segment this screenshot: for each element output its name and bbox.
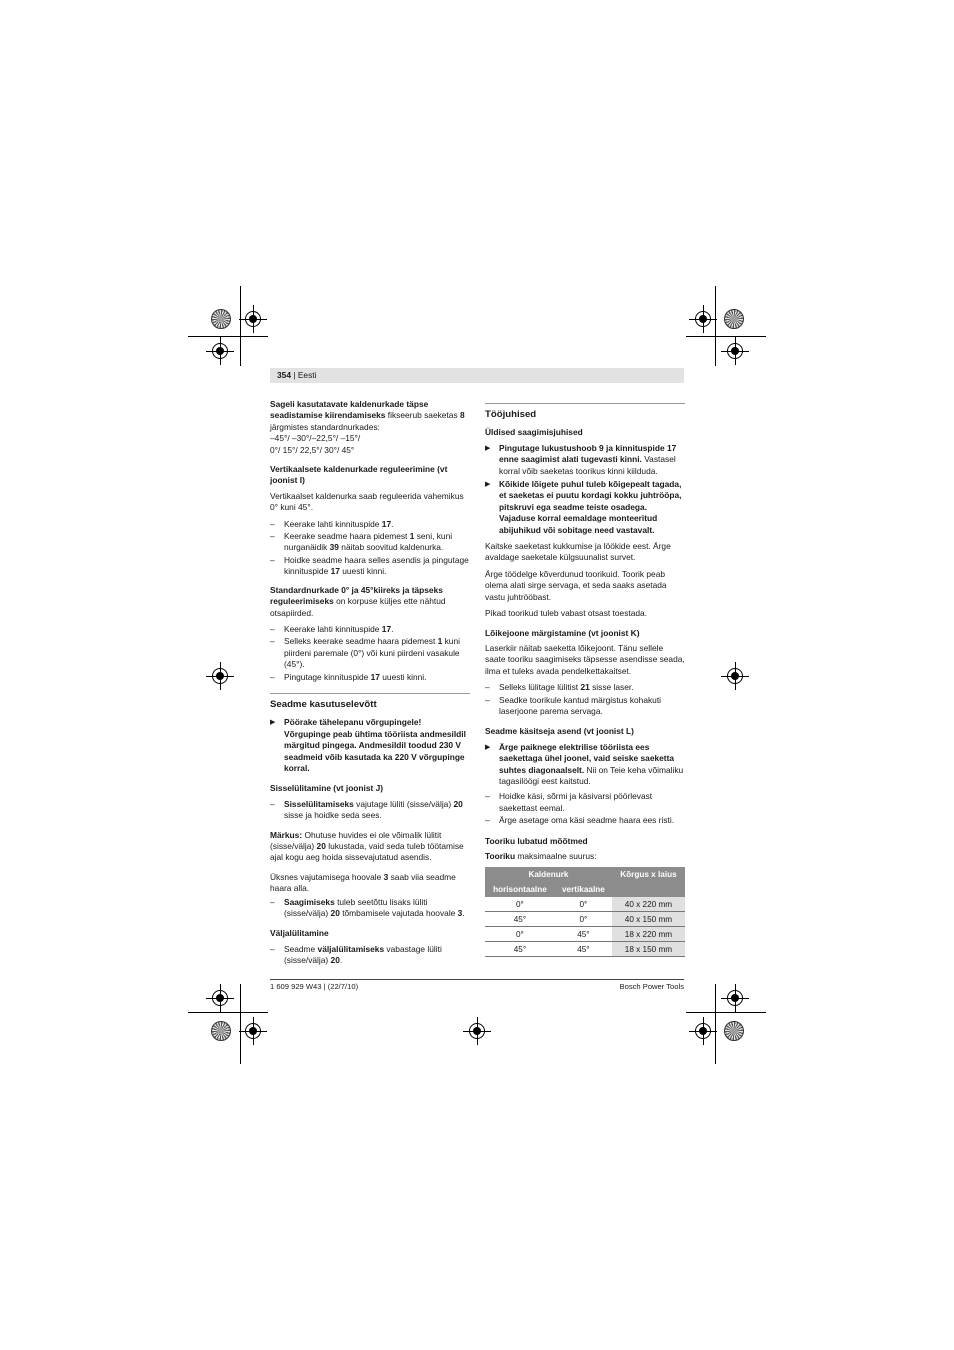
table-row [485,942,685,957]
table-cell: 18 x 150 mm [612,942,685,957]
list-item: – Keerake seadme haara pidemest 1 seni, kuni nurganäidik 39 näitab soovitud kaldenurka. [270,531,470,554]
page-header [270,368,684,383]
list-item: – Ärge asetage oma käsi seadme haara ees risti. [485,815,685,826]
dimensions-intro: Tooriku maksimaalne suurus: [485,851,597,861]
general-warnings [485,443,685,536]
right-column [485,397,685,957]
general-heading: Üldised saagimisjuhised [485,427,583,438]
saw-paragraph: Üksnes vajutamisega hoovale 3 saab viia seadme haara alla. [270,871,456,894]
section-heading-startup: Seadme kasutuselevõtt [270,693,470,710]
list-item: – Selleks keerake seadme haara pidemest 1 kuni piirdeni paremale (0°) või kuni piirdeni vasakule (45°). [270,636,470,670]
list-item: – Hoidke seadme haara selles asendis ja pingutage kinnituspide 17 uuesti kinni. [270,555,470,578]
warning-item: ▶ Pingutage lukustushoob 9 ja kinnituspide 17 enne saagimist alati tugevasti kinni. Vastasel korral võib saeketas toorikus kinni kiilduda. [485,443,685,477]
angles-line-1: –45°/ –30°/–22,5°/ –15°/ [270,433,361,444]
table-cell: 18 x 220 mm [612,927,685,942]
footer-doc-number: 1 609 929 W43 | (22/7/10) [270,982,359,991]
table-cell: 45° [555,927,612,942]
list-item: – Keerake lahti kinnituspide 17. [270,624,470,635]
list-item: – Sisselülitamiseks vajutage lüliti (sisse/välja) 20 sisse ja hoidke seda sees. [270,799,470,822]
general-paragraph-2: Ärge töödelge kõverdunud toorikuid. Toorik peab olema alati sirge servaga, et seda saaks asetada vastu juhtrööbast. [485,568,667,602]
footer-rule [270,979,684,980]
standard-angles-paragraph: Standardnurkade 0° ja 45°kiireks ja täpseks reguleerimiseks on korpuse küljes ette nähtud otsapiirded. [270,584,446,618]
table-cell: 40 x 220 mm [612,897,685,912]
note-paragraph: Märkus: Ohutuse huvides ei ole võimalik lülitit (sisse/välja) 20 lukustada, vaid seda tuleb töötamise ajal kogu aeg hoida sissevajutatud asendis. [270,829,464,863]
warning-item: ▶ Kõikide lõigete puhul tuleb kõigepealt tagada, et saeketas ei puutu kordagi kokku juhtrööpa, pitskruvi ega seadme teiste osadega. Vajaduse korral eemaldage monteeritud abijuhikud või sobitage need vastavalt. [485,479,685,536]
table-cell: 0° [555,897,612,912]
table-cell: 45° [485,942,555,957]
intro-bold: Sageli kasutatavate kaldenurkade täpse seadistamise kiirendamiseks [270,399,429,421]
general-paragraph-3: Pikad toorikud tuleb vabast otsast toestada. [485,608,648,619]
intro-ref: 8 [459,410,465,421]
table-row [485,897,685,912]
table-row [485,912,685,927]
table-cell: 0° [485,927,555,942]
table-cell: 0° [485,897,555,912]
header-separator: | [290,370,298,380]
intro-text-2: järgmistes standardnurkades: [270,421,380,432]
footer-brand: Bosch Power Tools [619,982,684,991]
position-heading: Seadme käsitseja asend (vt joonist L) [485,726,634,737]
dimensions-table [485,867,685,957]
table-header-vertical: vertikaalne [555,882,612,897]
general-paragraph-1: Kaitske saeketast kukkumise ja löökide eest. Ärge avaldage saeketale külgsuunalist survet. [485,541,671,563]
list-item: – Keerake lahti kinnituspide 17. [270,519,470,530]
table-cell: 45° [555,942,612,957]
switch-off-steps [270,944,470,967]
table-header-size: Kõrgus x laius [612,867,685,897]
list-item: – Hoidke käsi, sõrmi ja käsivarsi pöörlevast saekettast eemal. [485,791,685,814]
laser-steps [485,682,685,717]
dimensions-heading: Tooriku lubatud mõõtmed [485,835,588,846]
warning-item: ▶ Pöörake tähelepanu võrgupingele! Võrgupinge peab ühtima tööriista andmesildil märgitud pingega. Andmesildil toodud 230 V seadmeid võib kasutada ka 220 V võrgupinge korral. [270,717,470,774]
list-item: – Selleks lülitage lülitist 21 sisse laser. [485,682,685,693]
vertical-angle-heading: Vertikaalsete kaldenurkade reguleerimine (vt joonist I) [270,464,448,486]
angles-line-2: 0°/ 15°/ 22,5°/ 30°/ 45° [270,444,355,455]
table-row [485,927,685,942]
switch-on-steps [270,799,470,822]
switch-off-heading: Väljalülitamine [270,928,329,939]
table-cell: 40 x 150 mm [612,912,685,927]
list-item: – Seadme väljalülitamiseks vabastage lüliti (sisse/välja) 20. [270,944,470,967]
table-header-angle: Kaldenurk [485,867,612,882]
standard-steps [270,624,470,683]
intro-paragraph [270,399,470,456]
warning-item: ▶ Ärge paiknege elektrilise tööriista ees saekettaga ühel joonel, vaid seiske saeketta suhtes diagonaalselt. Nii on Teie keha võimaliku tagasilöögi eest kaitstud. [485,742,685,788]
laser-heading: Lõikejoone märgistamine (vt joonist K) [485,627,640,638]
position-list [485,742,685,827]
table-cell: 0° [555,912,612,927]
table-header-horizontal: horisontaalne [485,882,555,897]
list-item: – Seadke toorikule kantud märgistus kohakuti laserjoone parema servaga. [485,695,685,718]
vertical-steps [270,519,470,578]
voltage-warning [270,717,470,774]
page-number: 354 [277,370,291,380]
list-item: – Saagimiseks tuleb seetõttu lisaks lüliti (sisse/välja) 20 tõmbamisele vajutada hoovale 3. [270,897,470,920]
saw-steps [270,897,470,920]
list-item: – Pingutage kinnituspide 17 uuesti kinni. [270,672,470,683]
intro-text: fikseerub saeketas [385,410,460,421]
table-cell: 45° [485,912,555,927]
switch-on-heading: Sisselülitamine (vt joonist J) [270,783,384,794]
header-language: Eesti [297,370,317,380]
left-column [270,399,470,972]
section-heading-instructions: Tööjuhised [485,403,685,420]
vertical-angle-text: Vertikaalset kaldenurka saab reguleerida vahemikus 0° kuni 45°. [270,490,464,513]
laser-text: Laserkiir näitab saeketta lõikejoont. Tänu sellele saate tooriku saagimiseks täpsesse asendisse seada, ilma et tuleks avada pendelkettakaitset. [485,642,685,676]
